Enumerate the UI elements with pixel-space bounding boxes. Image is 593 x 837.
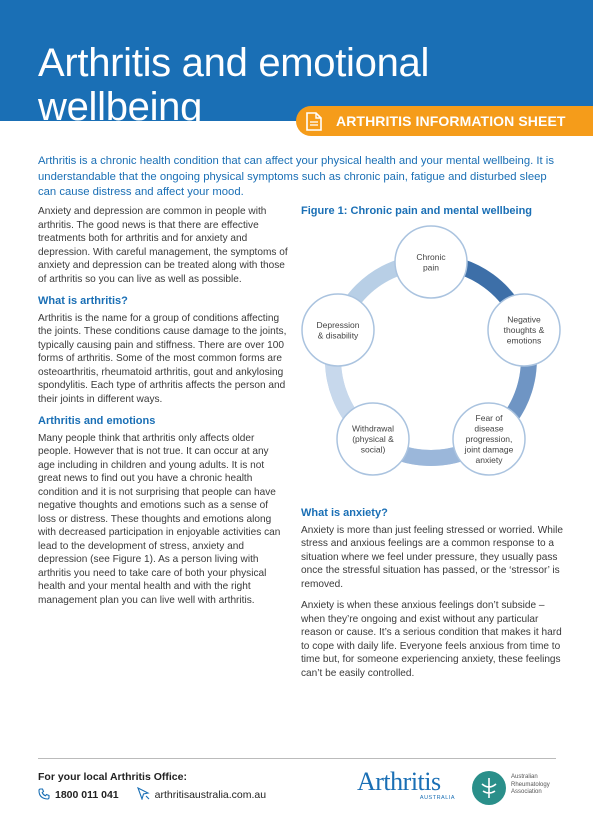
cycle-node-label: Negative <box>507 314 541 325</box>
phone-icon <box>38 788 50 803</box>
section-heading: What is arthritis? <box>38 295 128 307</box>
cycle-node-label: Fear of <box>475 413 503 423</box>
figure-title: Figure 1: Chronic pain and mental wellbeing <box>301 205 533 217</box>
arthritis-australia-logo <box>357 767 457 803</box>
cycle-node-label: (physical & <box>352 434 394 444</box>
footer-office-label: For your local Arthritis Office: <box>38 771 187 783</box>
ara-logo-icon <box>469 768 509 808</box>
phone-number[interactable]: 1800 011 041 <box>55 789 119 801</box>
body-paragraph: Anxiety is when these anxious feelings don’t subside – when they’re ongoing and exist without any particular reason or cause. It’s a serious condition that makes it hard to cope with daily life. Everyone feels anxious from time to time but, for someone experiencing anxiety, these feelings can’t be easily controlled. <box>301 600 562 679</box>
cycle-node-label: & disability <box>317 330 359 341</box>
cursor-click-icon <box>137 787 150 803</box>
cycle-node <box>302 294 374 366</box>
body-paragraph: Anxiety and depression are common in people with arthritis. The good news is that there are effective treatments both for arthritis and for anxiety and depression. With careful management, the symptoms of anxiety and depression can be treated along with those of arthritis so you can live as well as possible. <box>38 206 288 285</box>
right-column <box>301 205 563 679</box>
cycle-node-label: progression, <box>465 434 513 444</box>
cycle-node <box>453 403 525 475</box>
body-paragraph: Arthritis is the name for a group of conditions affecting the joints. These conditions cause damage to the joints, typically causing pain and stiffness. There are over 100 forms of arthritis. Some of the most common forms are osteoarthritis, rheumatoid arthritis, gout and ankylosing spondylitis. Each type of arthritis affects the person and their joints in different ways. <box>38 312 287 405</box>
anxiety-section <box>301 507 563 688</box>
section-heading: Arthritis and emotions <box>38 415 156 427</box>
cycle-diagram <box>301 225 563 495</box>
body-paragraph: Anxiety is more than just feeling stressed or worried. While stress and anxious feelings are a common response to a situation where we feel under pressure, they usually pass once the stressful situation has passed, or the ‘stressor’ is removed. <box>301 524 563 590</box>
cycle-node <box>337 403 409 475</box>
info-sheet-label: ARTHRITIS INFORMATION SHEET <box>336 113 566 129</box>
cycle-node <box>488 294 560 366</box>
cycle-node-label: social) <box>360 444 386 455</box>
cycle-node <box>395 226 467 298</box>
section-heading: What is anxiety? <box>301 507 388 519</box>
document-icon <box>306 112 322 131</box>
footer-divider <box>38 758 556 759</box>
website-link[interactable]: arthritisaustralia.com.au <box>154 789 267 801</box>
logo-wordmark: Arthritis <box>357 767 441 796</box>
cycle-node-label: thoughts & <box>503 325 545 335</box>
ara-label: Australian Rheumatology Association <box>511 774 550 795</box>
cycle-node-label: Chronic <box>416 251 446 262</box>
intro-paragraph: Arthritis is a chronic health condition that can affect your physical health and your mental wellbeing. It is understandable that the ongoing physical symptoms such as chronic pain, fatigue and disturbed sleep can cause distress and affect your mood. <box>38 155 554 199</box>
page-title: Arthritis and emotional wellbeing <box>38 40 430 129</box>
cycle-node-label: joint damage <box>464 444 514 455</box>
cycle-node-label: Withdrawal <box>351 423 395 434</box>
cycle-node-label: emotions <box>506 335 542 346</box>
logo-subtext: AUSTRALIA <box>419 795 455 801</box>
body-paragraph: Many people think that arthritis only affects older people. However that is not true. It can occur at any age including in children and young adults. It is not great news to find out you have a chronic health condition and it is not surprising that people can have negative thoughts and emotions such as a sense of loss or distress. These thoughts and emotions along with decreased participation in enjoyable activities can lead to the development of stress, anxiety and depression (see Figure 1). As a person living with arthritis you need to take care of both your physical health and your mental health and with the right management plan you can live well with arthritis. <box>38 432 281 606</box>
left-column <box>38 205 288 615</box>
cycle-node-label: Depression <box>316 319 360 330</box>
cycle-node-label: anxiety <box>475 455 503 465</box>
cycle-node-label: disease <box>474 423 504 434</box>
info-sheet-banner <box>296 106 593 136</box>
footer-contact <box>38 787 266 803</box>
cycle-node-label: pain <box>422 262 440 273</box>
header-banner <box>0 0 593 129</box>
